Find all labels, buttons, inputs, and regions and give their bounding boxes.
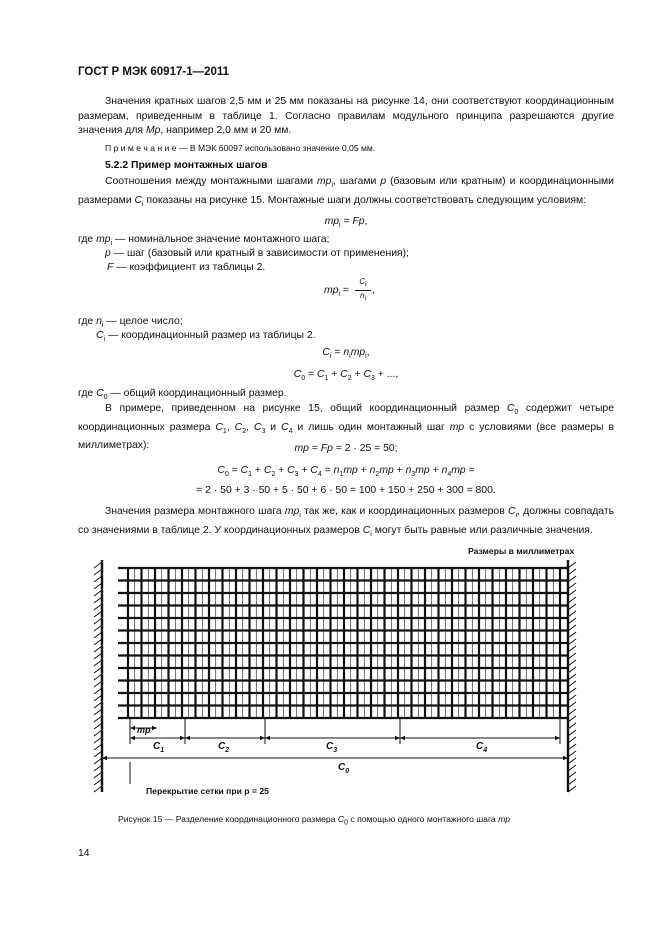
paragraph-4: Значения размера монтажного шага $mp_i$ так же, как и координационных размеров $C_i$, должны совпадать со значениями в таблице 2. У координационных размеров $C_i$ могут быть равные или различные значения. — [78, 506, 615, 538]
paragraph-3: В примере, приведенном на рисунке 15, общий координационный размер $C_0$ содержит четыре координационных размера $C_1$, $C_2$, $C_3$ и $C_4$ и лишь один монтажный шаг mp с условиями (все размеры в миллиметрах): — [78, 403, 614, 452]
where-6: где $C_0$ — общий координационный размер. — [78, 388, 287, 402]
formula-4: $C_0 = C_1 + C_2 + C_3$ + ..., — [293, 369, 399, 383]
where-4: где $n_i$ — целое число; — [78, 316, 183, 330]
label-c0: $C_0$ — [338, 762, 350, 775]
right-wall-hatch — [568, 632, 576, 638]
right-wall-hatch — [568, 625, 576, 631]
right-wall-hatch — [568, 786, 576, 792]
right-wall-hatch — [568, 765, 576, 771]
label-mp: mp — [137, 725, 151, 735]
right-wall-hatch — [568, 716, 576, 722]
right-wall-hatch — [568, 611, 576, 617]
where-3: F — коэффициент из таблицы 2. — [107, 262, 266, 273]
right-wall-hatch — [568, 695, 576, 701]
right-wall-hatch — [568, 618, 576, 624]
right-wall-hatch — [568, 709, 576, 715]
right-wall-hatch — [568, 779, 576, 785]
overlap-note: Перекрытие сетки при p = 25 — [146, 786, 269, 796]
dimension-arrow — [555, 736, 560, 740]
paragraph-1 — [78, 95, 614, 139]
label-c1: $C_1$ — [153, 741, 165, 754]
right-wall-hatch — [568, 646, 576, 652]
dimension-arrow — [130, 736, 135, 740]
right-wall-hatch — [568, 590, 576, 596]
dimension-arrow — [400, 736, 405, 740]
right-wall-hatch — [568, 653, 576, 659]
right-wall-hatch — [568, 639, 576, 645]
right-wall-hatch — [568, 730, 576, 736]
dimension-arrow — [265, 736, 270, 740]
dimension-arrow — [185, 736, 190, 740]
label-c3: $C_3$ — [326, 741, 338, 754]
figure-caption: Рисунок 15 — Разделение координационного размера $C_0$ с помощью одного монтажного шага mp — [118, 814, 511, 827]
right-wall-hatch — [568, 758, 576, 764]
right-wall-hatch — [568, 688, 576, 694]
grid-lines — [118, 568, 568, 718]
page-number: 14 — [78, 848, 90, 859]
right-wall-hatch — [568, 723, 576, 729]
right-wall-hatch — [568, 667, 576, 673]
dimension-arrow — [395, 736, 400, 740]
page-header: ГОСТ Р МЭК 60917-1—2011 — [78, 66, 230, 78]
formula-7: = 2 · 50 + 3 · 50 + 5 · 50 + 6 · 50 = 100 + 150 + 250 + 300 = 800. — [196, 485, 496, 496]
right-wall-hatch — [568, 702, 576, 708]
wall-hatching — [94, 560, 576, 792]
label-c2: $C_2$ — [218, 741, 230, 754]
formula-5: mp = Fp = 2 · 25 = 50; — [294, 443, 398, 454]
figure-grid-diagram — [90, 560, 580, 800]
dimension-arrow — [180, 736, 185, 740]
formula-1: $mp_i = Fp$, — [324, 216, 368, 230]
right-wall-hatch — [568, 737, 576, 743]
right-wall-hatch — [568, 744, 576, 750]
mp-arrow — [152, 726, 157, 730]
paragraph-1-text: Значения кратных шагов 2,5 мм и 25 мм показаны на рисунке 14, они соответствуют координационным размерам, приведенным в таблице 1. Согласно правилам модульного принципа разрешаются другие значения для Mp, например 2,0 мм и 20 мм. — [78, 96, 614, 136]
label-c4: $C_4$ — [476, 741, 488, 754]
right-wall-hatch — [568, 660, 576, 666]
where-2: p — шаг (базовый или кратный в зависимости от применения); — [105, 248, 409, 259]
units-note: Размеры в миллиметрах — [468, 546, 575, 556]
right-wall-hatch — [568, 604, 576, 610]
paragraph-2: Соотношения между монтажными шагами $mp_i$, шагами p (базовым или кратным) и координационными размерами $C_i$ показаны на рисунке 15. Монтажные шаги должны соответствовать следующим условиям: — [78, 176, 614, 208]
right-wall-hatch — [568, 562, 576, 568]
right-wall-hatch — [568, 597, 576, 603]
right-wall-hatch — [568, 772, 576, 778]
right-wall-hatch — [568, 569, 576, 575]
right-wall-hatch — [568, 681, 576, 687]
right-wall-hatch — [568, 674, 576, 680]
mp-arrow — [130, 726, 135, 730]
where-1: где $mp_i$ — номинальное значение монтажного шага; — [78, 234, 330, 248]
formula-3: $C_i = n_imp_i$, — [322, 347, 370, 361]
right-wall-hatch — [568, 751, 576, 757]
formula-2: $mp_i$ = $C_i$ $n_i$ , — [324, 277, 375, 303]
right-wall-hatch — [568, 583, 576, 589]
note-1: П р и м е ч а н и е — В МЭК 60097 использовано значение 0,05 мм. — [105, 143, 376, 153]
where-5: $C_i$ — координационный размер из таблицы 2. — [96, 330, 316, 344]
right-wall-hatch — [568, 576, 576, 582]
formula-6: $C_0 = C_1 + C_2 + C_3 + C_4 = n_1mp + n_2mp + n_3mp + n_4mp$ = — [217, 465, 475, 479]
section-title: 5.2.2 Пример монтажных шагов — [105, 160, 268, 171]
dimension-arrow — [260, 736, 265, 740]
